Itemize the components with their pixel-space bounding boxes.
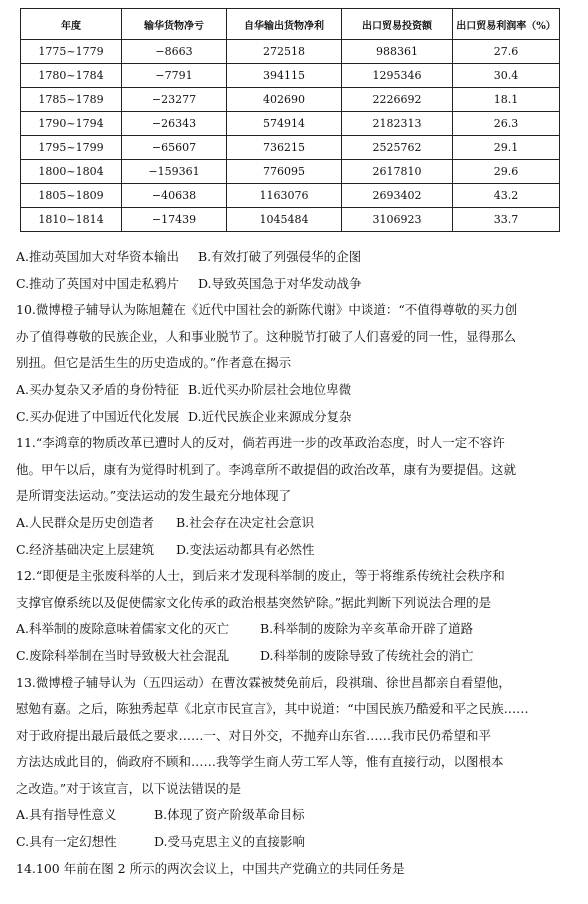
option-b[interactable]: B.近代买办阶层社会地位卑微 [187,381,352,397]
option-b[interactable]: B.社会存在决定社会意识 [175,514,315,530]
q13-options-row-1 [16,802,574,829]
cell-import-loss: −65607 [122,136,227,160]
option-a[interactable]: A.具有指导性意义 [16,807,117,823]
cell-import-loss: −7791 [122,64,227,88]
cell-import-loss: −26343 [122,112,227,136]
cell-year: 1775~1779 [21,40,122,64]
table-row [21,136,560,160]
cell-import-loss: −17439 [122,208,227,232]
option-d[interactable]: D.近代民族企业来源成分复杂 [187,408,352,424]
option-d[interactable]: D.受马克思主义的直接影响 [153,834,306,850]
option-a[interactable]: A.科举制的废除意味着儒家文化的灭亡 [16,621,230,637]
q11-stem-line: 是所谓变法运动。”变法运动的发生最充分地体现了 [16,488,292,504]
cell-import-loss: −159361 [122,160,227,184]
q13-stem-line: 对于政府提出最后最低之要求……一、对日外交，不抛弃山东省……我市民仍希望和平 [16,727,492,743]
header-year: 年度 [21,9,122,40]
cell-profit-rate: 33.7 [453,208,560,232]
q10-stem-line: 办了值得尊敬的民族企业，人和事业脱节了。这种脱节打破了人们喜爱的同一性，显得那么 [16,328,517,344]
cell-import-loss: −8663 [122,40,227,64]
trade-table [20,8,560,232]
cell-investment: 2182313 [342,112,453,136]
q10-stem-line: 别扭。但它是活生生的历史造成的。”作者意在揭示 [16,355,292,371]
option-a[interactable]: A.买办复杂又矛盾的身份特征 [16,381,180,397]
q13-stem-line: 13.微博橙子辅导认为（五四运动）在曹汝霖被焚免前后，段祺瑞、徐世昌都亲自看望他， [16,674,511,690]
cell-profit-rate: 29.6 [453,160,560,184]
cell-profit-rate: 26.3 [453,112,560,136]
option-c[interactable]: C.具有一定幻想性 [16,834,117,850]
option-b[interactable]: B.体现了资产阶级革命目标 [153,807,305,823]
table-row [21,88,560,112]
cell-export-profit: 272518 [227,40,342,64]
cell-year: 1780~1784 [21,64,122,88]
table-row [21,208,560,232]
option-b[interactable]: B.科举制的废除为辛亥革命开辟了道路 [259,621,474,637]
q13-stem-line: 方法达成此目的，倘政府不顾和……我等学生商人劳工军人等，惟有直接行动，以图根本 [16,754,504,770]
q10-options-row-1 [16,377,574,404]
header-profit-rate: 出口贸易利润率（%） [453,9,560,40]
option-d[interactable]: D.导致英国急于对华发动战争 [197,275,362,291]
cell-year: 1790~1794 [21,112,122,136]
cell-import-loss: −40638 [122,184,227,208]
option-a[interactable]: A.人民群众是历史创造者 [16,514,155,530]
cell-export-profit: 1045484 [227,208,342,232]
q11-stem-line: 他。甲午以后，康有为觉得时机到了。李鸿章所不敢提倡的政治改革，康有为要提倡。这就 [16,461,517,477]
table-row [21,184,560,208]
cell-export-profit: 574914 [227,112,342,136]
cell-profit-rate: 18.1 [453,88,560,112]
cell-investment: 2525762 [342,136,453,160]
cell-export-profit: 402690 [227,88,342,112]
cell-export-profit: 1163076 [227,184,342,208]
cell-profit-rate: 29.1 [453,136,560,160]
cell-investment: 2226692 [342,88,453,112]
q13-options-row-2 [16,829,574,856]
q9-options-row-1 [16,244,574,271]
table-row [21,64,560,88]
cell-year: 1785~1789 [21,88,122,112]
header-investment: 出口贸易投资额 [342,9,453,40]
questions-body [16,244,574,882]
q12-stem-line: 12.“即便是主张废科举的人士，到后来才发现科举制的废止，等于将维系传统社会秩序和 [16,568,505,584]
q11-stem-line: 11.“李鸿章的物质改革已遭时人的反对，倘若再进一步的改革政治态度，时人一定不容许 [16,435,505,451]
q10-stem-line: 10.微博橙子辅导认为陈旭麓在《近代中国社会的新陈代谢》中谈道：“不值得尊敬的买力创 [16,302,518,318]
option-b[interactable]: B.有效打破了列强侵华的企图 [197,249,362,264]
q13-stem-line: 之改造。”对于该宣言，以下说法错误的是 [16,780,242,796]
cell-profit-rate: 27.6 [453,40,560,64]
cell-export-profit: 736215 [227,136,342,160]
q12-options-row-1 [16,616,574,643]
option-d[interactable]: D.变法运动都具有必然性 [175,541,315,557]
table-header-row [21,9,560,40]
cell-export-profit: 776095 [227,160,342,184]
table-row [21,160,560,184]
cell-export-profit: 394115 [227,64,342,88]
option-a[interactable]: A.推动英国加大对华资本输出 [16,249,180,264]
cell-investment: 1295346 [342,64,453,88]
cell-year: 1795~1799 [21,136,122,160]
cell-profit-rate: 43.2 [453,184,560,208]
q13-stem-line: 慰勉有嘉。之后，陈独秀起草《北京市民宣言》，其中说道：“中国民族乃酷爱和平之民族…… [16,701,529,717]
cell-import-loss: −23277 [122,88,227,112]
cell-profit-rate: 30.4 [453,64,560,88]
q12-stem-line: 支撑官僚系统以及促使儒家文化传承的政治根基突然铲除。”据此判断下列说法合理的是 [16,594,492,610]
header-import-loss: 输华货物净亏 [122,9,227,40]
cell-investment: 2617810 [342,160,453,184]
q12-options-row-2 [16,643,574,670]
option-d[interactable]: D.科举制的废除导致了传统社会的消亡 [259,647,474,663]
header-export-profit: 自华输出货物净利 [227,9,342,40]
cell-year: 1805~1809 [21,184,122,208]
q9-options-row-2 [16,271,574,298]
cell-investment: 988361 [342,40,453,64]
table-row [21,112,560,136]
option-c[interactable]: C.买办促进了中国近代化发展 [16,408,180,424]
q11-options-row-2 [16,537,574,564]
cell-year: 1800~1804 [21,160,122,184]
table-row [21,40,560,64]
cell-year: 1810~1814 [21,208,122,232]
cell-investment: 2693402 [342,184,453,208]
option-c[interactable]: C.推动了英国对中国走私鸦片 [16,275,180,291]
q14-stem-line: 14.100 年前在图 2 所示的两次会议上，中国共产党确立的共同任务是 [16,860,405,876]
option-c[interactable]: C.经济基础决定上层建筑 [16,541,155,557]
cell-investment: 3106923 [342,208,453,232]
option-c[interactable]: C.废除科举制在当时导致极大社会混乱 [16,647,230,663]
q11-options-row-1 [16,510,574,537]
q10-options-row-2 [16,404,574,431]
